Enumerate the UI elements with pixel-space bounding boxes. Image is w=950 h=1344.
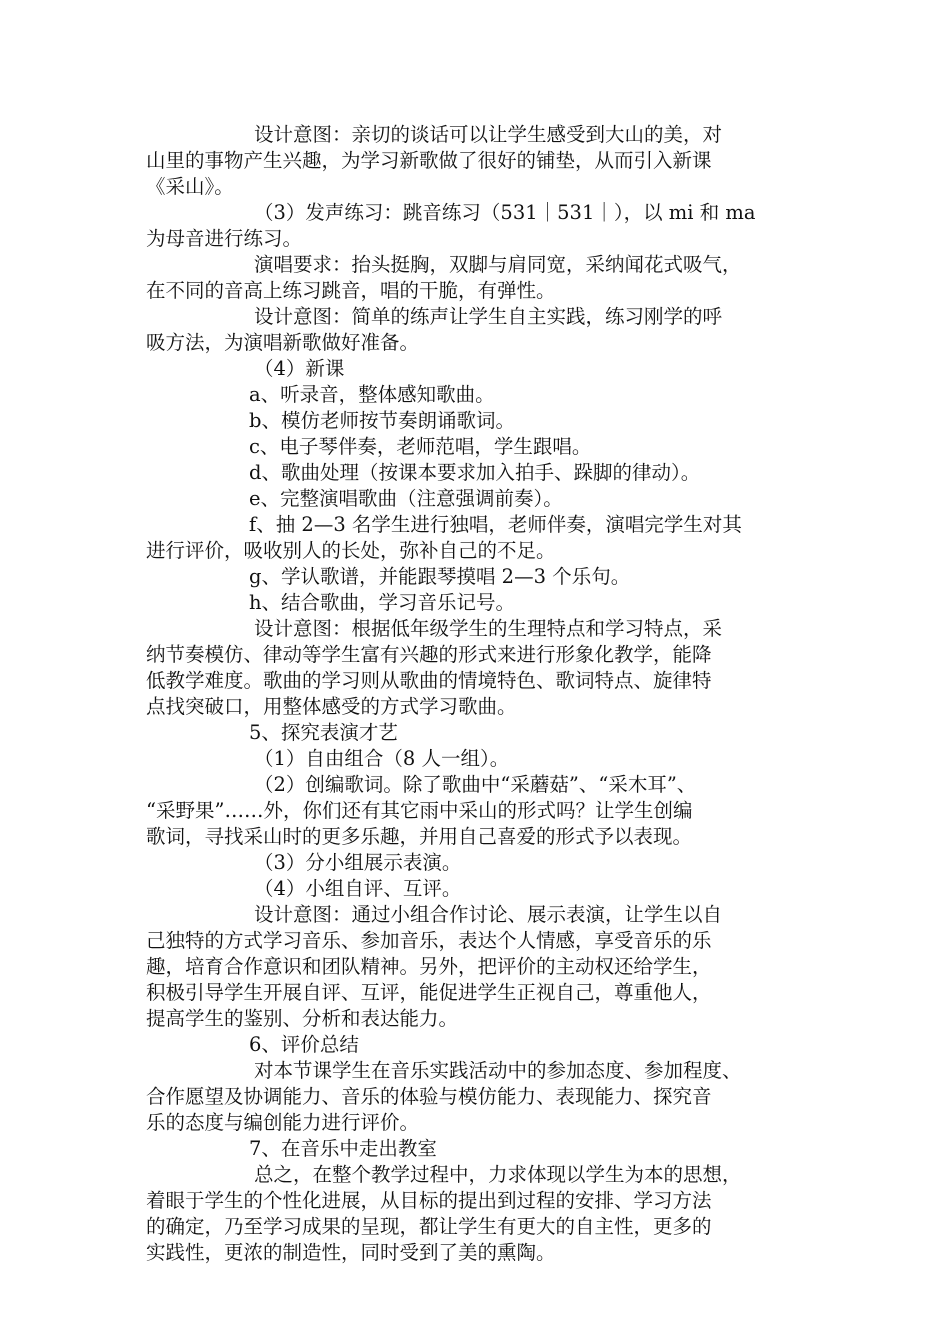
text-line: 进行评价，吸收别人的长处，弥补自己的不足。: [146, 539, 556, 562]
text-line: b、模仿老师按节奏朗诵歌词。: [249, 409, 515, 432]
text-line: 着眼于学生的个性化进展，从目标的提出到过程的安排、学习方法: [146, 1189, 712, 1212]
text-line: 设计意图：通过小组合作讨论、展示表演，让学生以自: [254, 903, 723, 926]
text-line: 山里的事物产生兴趣，为学习新歌做了很好的铺垫，从而引入新课: [146, 149, 712, 172]
text-line: 吸方法，为演唱新歌做好准备。: [146, 331, 420, 354]
text-line: 设计意图：亲切的谈话可以让学生感受到大山的美，对: [254, 123, 723, 146]
text-line: 的确定，乃至学习成果的呈现，都让学生有更大的自主性，更多的: [146, 1215, 712, 1238]
text-line: 《采山》。: [146, 175, 234, 198]
text-line: 合作愿望及协调能力、音乐的体验与模仿能力、表现能力、探究音: [146, 1085, 712, 1108]
text-line: 提高学生的鉴别、分析和表达能力。: [146, 1007, 459, 1030]
text-line: 为母音进行练习。: [146, 227, 303, 250]
text-line: 乐的态度与编创能力进行评价。: [146, 1111, 420, 1134]
text-line: （3）分小组展示表演。: [254, 851, 462, 874]
text-line: 趣，培育合作意识和团队精神。另外，把评价的主动权还给学生，: [146, 955, 712, 978]
text-line: （1）自由组合（8 人一组）。: [254, 747, 510, 770]
text-line: （3）发声练习：跳音练习（531｜531｜），以 mi 和 ma: [254, 201, 756, 224]
text-line: “采野果”……外，你们还有其它雨中采山的形式吗？让学生创编: [146, 799, 693, 822]
text-line: d、歌曲处理（按课本要求加入拍手、跺脚的律动）。: [249, 461, 701, 484]
text-line: （4）小组自评、互评。: [254, 877, 462, 900]
text-line: 对本节课学生在音乐实践活动中的参加态度、参加程度、: [254, 1059, 742, 1082]
text-line: c、电子琴伴奏，老师范唱，学生跟唱。: [249, 435, 592, 458]
text-line: （4）新课: [254, 357, 345, 380]
text-line: （2）创编歌词。除了歌曲中“采蘑菇”、“采木耳”、: [254, 773, 697, 796]
document-body: [146, 122, 808, 1266]
text-line: 纳节奏模仿、律动等学生富有兴趣的形式来进行形象化教学，能降: [146, 643, 712, 666]
text-line: f、抽 2—3 名学生进行独唱，老师伴奏，演唱完学生对其: [249, 513, 742, 536]
text-line: 实践性，更浓的制造性，同时受到了美的熏陶。: [146, 1241, 556, 1264]
text-line: 7、在音乐中走出教室: [249, 1137, 437, 1160]
text-line: a、听录音，整体感知歌曲。: [249, 383, 495, 406]
text-line: 设计意图：简单的练声让学生自主实践，练习刚学的呼: [254, 305, 723, 328]
text-line: 6、评价总结: [249, 1033, 359, 1056]
text-line: 设计意图：根据低年级学生的生理特点和学习特点，采: [254, 617, 723, 640]
text-line: 歌词，寻找采山时的更多乐趣，并用自己喜爱的形式予以表现。: [146, 825, 693, 848]
text-line: 积极引导学生开展自评、互评，能促进学生正视自己，尊重他人，: [146, 981, 712, 1004]
text-line: 总之，在整个教学过程中，力求体现以学生为本的思想，: [254, 1163, 742, 1186]
text-line: 点找突破口，用整体感受的方式学习歌曲。: [146, 695, 517, 718]
text-line: 在不同的音高上练习跳音，唱的干脆，有弹性。: [146, 279, 556, 302]
text-line: e、完整演唱歌曲（注意强调前奏）。: [249, 487, 563, 510]
text-line: 低教学难度。歌曲的学习则从歌曲的情境特色、歌词特点、旋律特: [146, 669, 712, 692]
text-line: 演唱要求：抬头挺胸，双脚与肩同宽，采纳闻花式吸气，: [254, 253, 742, 276]
text-line: 5、探究表演才艺: [249, 721, 398, 744]
text-line: g、学认歌谱，并能跟琴摸唱 2—3 个乐句。: [249, 565, 631, 588]
text-line: h、结合歌曲，学习音乐记号。: [249, 591, 516, 614]
text-line: 己独特的方式学习音乐、参加音乐，表达个人情感，享受音乐的乐: [146, 929, 712, 952]
